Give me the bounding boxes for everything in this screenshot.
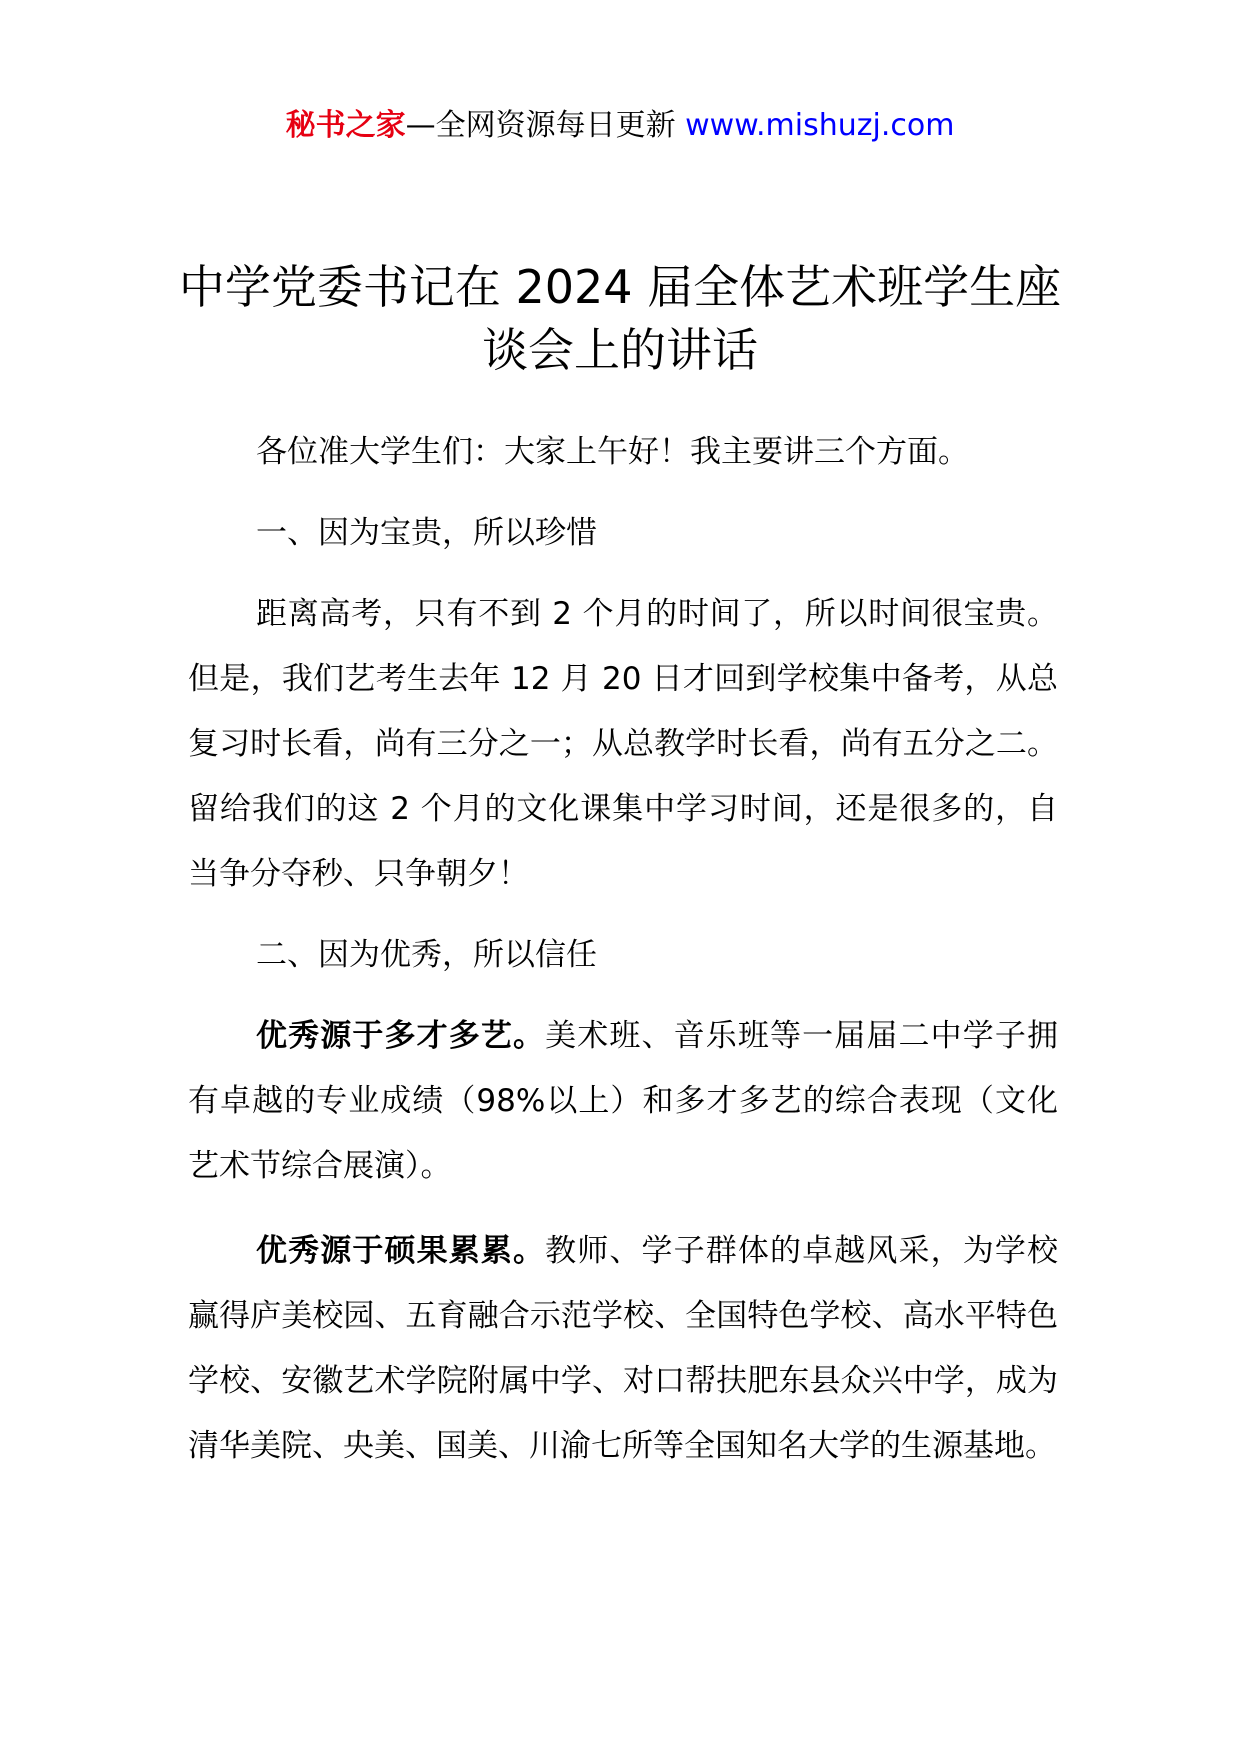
section-2-heading: 二、因为优秀，所以信任 (256, 937, 597, 973)
paragraph-talents-lead: 优秀源于多才多艺。 (256, 1018, 546, 1054)
document-body (188, 420, 1058, 1495)
paragraph-talents (188, 1004, 1058, 1199)
greeting-paragraph: 各位准大学生们：大家上午好！我主要讲三个方面。 (256, 434, 969, 470)
site-url-link[interactable]: www.mishuzj.com (685, 108, 955, 143)
site-brand: 秘书之家 (285, 108, 406, 143)
section-1-heading: 一、因为宝贵，所以珍惜 (256, 515, 597, 551)
paragraph-talents-text: 美术班、音乐班等一届届二中学子拥有卓越的专业成绩（98%以上）和多才多艺的综合表现（文化艺术节综合展演）。 (188, 1018, 1058, 1184)
document-title-line-2: 谈会上的讲话 (482, 323, 758, 377)
paragraph-achievements-text: 教师、学子群体的卓越风采，为学校赢得庐美校园、五育融合示范学校、全国特色学校、高水平特色学校、安徽艺术学院附属中学、对口帮扶肥东县众兴中学，成为清华美院、央美、国美、川渝七所等全国知名大学的生源基地。 (188, 1233, 1058, 1464)
site-header (0, 104, 1240, 148)
section-1-paragraph: 距离高考，只有不到 2 个月的时间了，所以时间很宝贵。但是，我们艺考生去年 12 月 20 日才回到学校集中备考，从总复习时长看，尚有三分之一；从总教学时长看，尚有五分之二。留给我们的这 2 个月的文化课集中学习时间，还是很多的，自当争分夺秒、只争朝夕！ (188, 596, 1058, 892)
document-title (150, 256, 1090, 382)
document-title-line-1: 中学党委书记在 2024 届全体艺术班学生座 (178, 260, 1062, 314)
paragraph-achievements (188, 1219, 1058, 1479)
paragraph-achievements-lead: 优秀源于硕果累累。 (256, 1233, 546, 1269)
site-tagline: —全网资源每日更新 (405, 108, 686, 143)
